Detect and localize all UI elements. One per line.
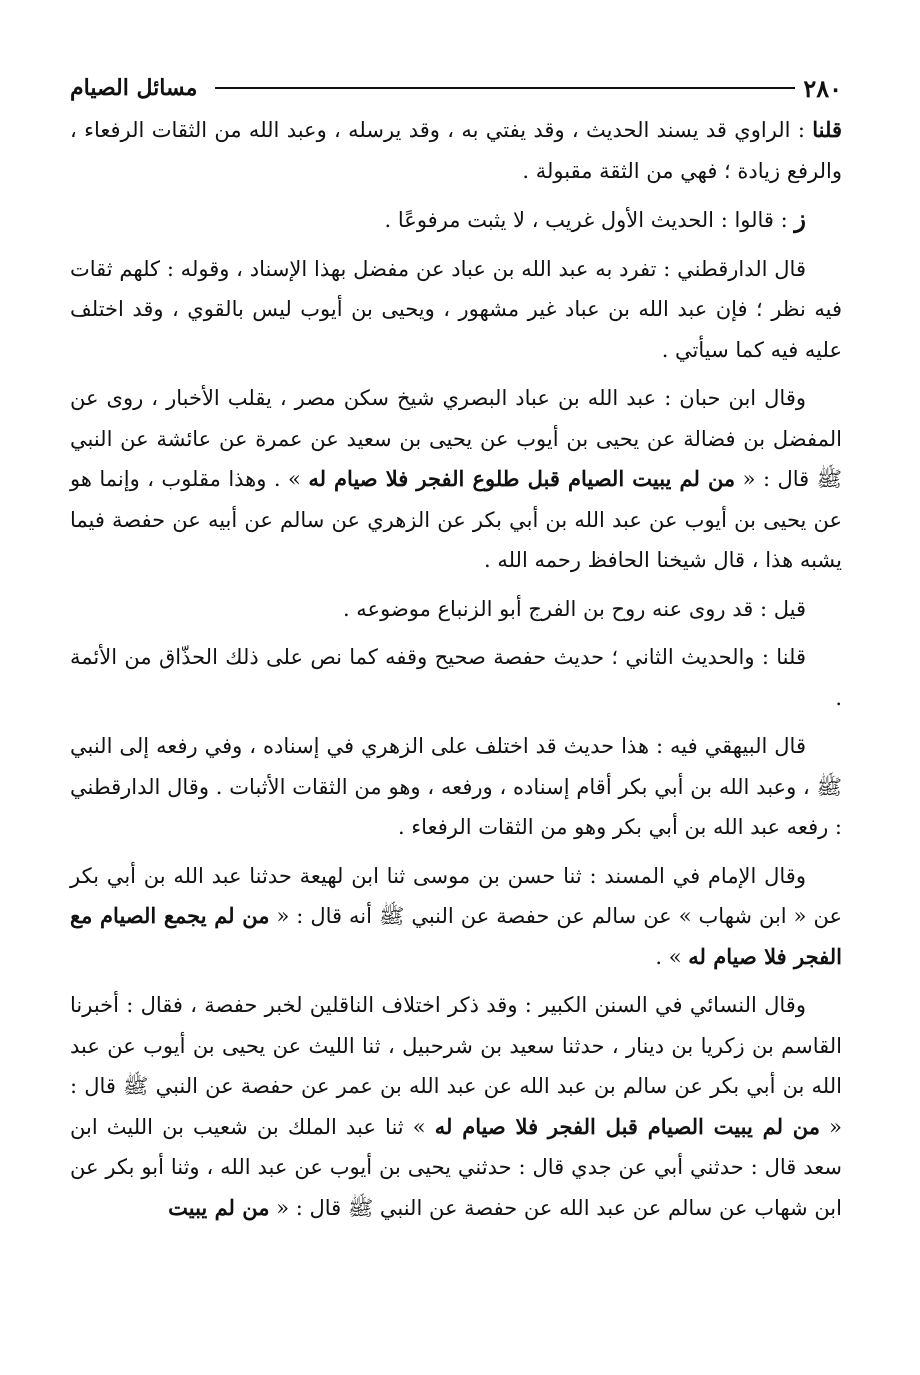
paragraph-5 (70, 589, 842, 630)
header-rule (215, 87, 795, 89)
hadith-quote: من لم يبيت الصيام قبل طلوع الفجر فلا صيام له (308, 466, 736, 491)
paragraph-1 (70, 110, 842, 191)
paragraph-6 (70, 637, 842, 718)
paragraph-4 (70, 378, 842, 581)
paragraph-7 (70, 726, 842, 848)
paragraph-text: قيل : قد روى عنه روح بن الفرج أبو الزنباع موضوعه . (342, 596, 806, 621)
book-page (70, 70, 842, 1335)
hadith-quote: من لم يجمع الصيام مع الفجر فلا صيام له (70, 903, 842, 969)
hadith-quote: من لم يبيت (168, 1194, 270, 1220)
paragraph-2 (70, 199, 842, 241)
paragraph-text: وقال الإمام في المسند : ثنا حسن بن موسى ثنا ابن لهيعة حدثنا عبد الله بن أبي بكر عن « ابن شهاب » عن سالم عن حفصة عن النبي ﷺ أنه قال : « (70, 863, 842, 928)
page-number: ٢٨٠ (803, 73, 842, 103)
section-mark: ز (794, 204, 806, 233)
paragraph-text: قال الدارقطني : تفرد به عبد الله بن عباد عن مفضل بهذا الإسناد ، وقوله : كلهم ثقات فيه نظر ؛ فإن عبد الله بن عباد غير مشهور ، ويحيى بن أيوب ليس بالقوي ، وقد اختلف عليه فيه كما سيأتي . (70, 256, 842, 362)
paragraph-text: وقال النسائي في السنن الكبير : وقد ذكر اختلاف الناقلين لخبر حفصة ، فقال : أخبرنا القاسم بن زكريا بن دينار ، حدثنا سعيد بن شرحبيل ، ثنا الليث عن يحيى بن أيوب عن عبد الله بن أبي بكر عن سالم بن عبد الله عن عبد الله بن عمر عن حفصة عن النبي ﷺ قال : « (70, 993, 842, 1139)
paragraph-text: : قالوا : الحديث الأول غريب ، لا يثبت مرفوعًا . (384, 208, 788, 232)
paragraph-text: : الراوي قد يسند الحديث ، وقد يفتي به ، وقد يرسله ، وعبد الله من الثقات الرفعاء ، والرفع زيادة ؛ فهي من الثقة مقبولة . (70, 118, 842, 183)
paragraph-8 (70, 856, 842, 978)
paragraph-text: » . (655, 944, 682, 969)
running-title: مسائل الصيام (70, 75, 198, 101)
hadith-quote: من لم يبيت الصيام قبل الفجر فلا صيام له (434, 1113, 820, 1139)
paragraph-9 (70, 985, 842, 1228)
paragraph-text: قلنا : والحديث الثاني ؛ حديث حفصة صحيح وقفه كما نص على ذلك الحذّاق من الأئمة . (70, 645, 842, 710)
paragraph-text: وقال ابن حبان : عبد الله بن عباد البصري شيخ سكن مصر ، يقلب الأخبار ، روى عن المفضل بن فضالة عن يحيى بن أيوب عن يحيى بن سعيد عن عمرة عن عائشة عن النبي ﷺ قال : « (70, 386, 843, 491)
lead-word: قلنا (812, 117, 842, 142)
paragraph-text: » ثنا عبد الملك بن شعيب بن الليث ابن سعد قال : حدثني أبي عن جدي قال : حدثني يحيى بن أيوب عن عبد الله ، وثنا أبو بكر عن ابن شهاب عن سالم عن عبد الله عن حفصة عن النبي ﷺ قال : « (70, 1114, 842, 1220)
paragraph-3 (70, 249, 842, 371)
page-header (70, 70, 842, 106)
paragraph-text: » . وهذا مقلوب ، وإنما هو عن يحيى بن أيوب عن عبد الله بن أبي بكر عن الزهري عن سالم عن أبيه عن حفصة فيما يشبه هذا ، قال شيخنا الحافظ رحمه الله . (70, 467, 842, 572)
paragraph-text: قال البيهقي فيه : هذا حديث قد اختلف على الزهري في إسناده ، وفي رفعه إلى النبي ﷺ ، وعبد الله بن أبي بكر أقام إسناده ، ورفعه ، وهو من الثقات الأثبات . وقال الدارقطني : رفعه عبد الله بن أبي بكر وهو من الثقات الرفعاء . (70, 734, 842, 839)
